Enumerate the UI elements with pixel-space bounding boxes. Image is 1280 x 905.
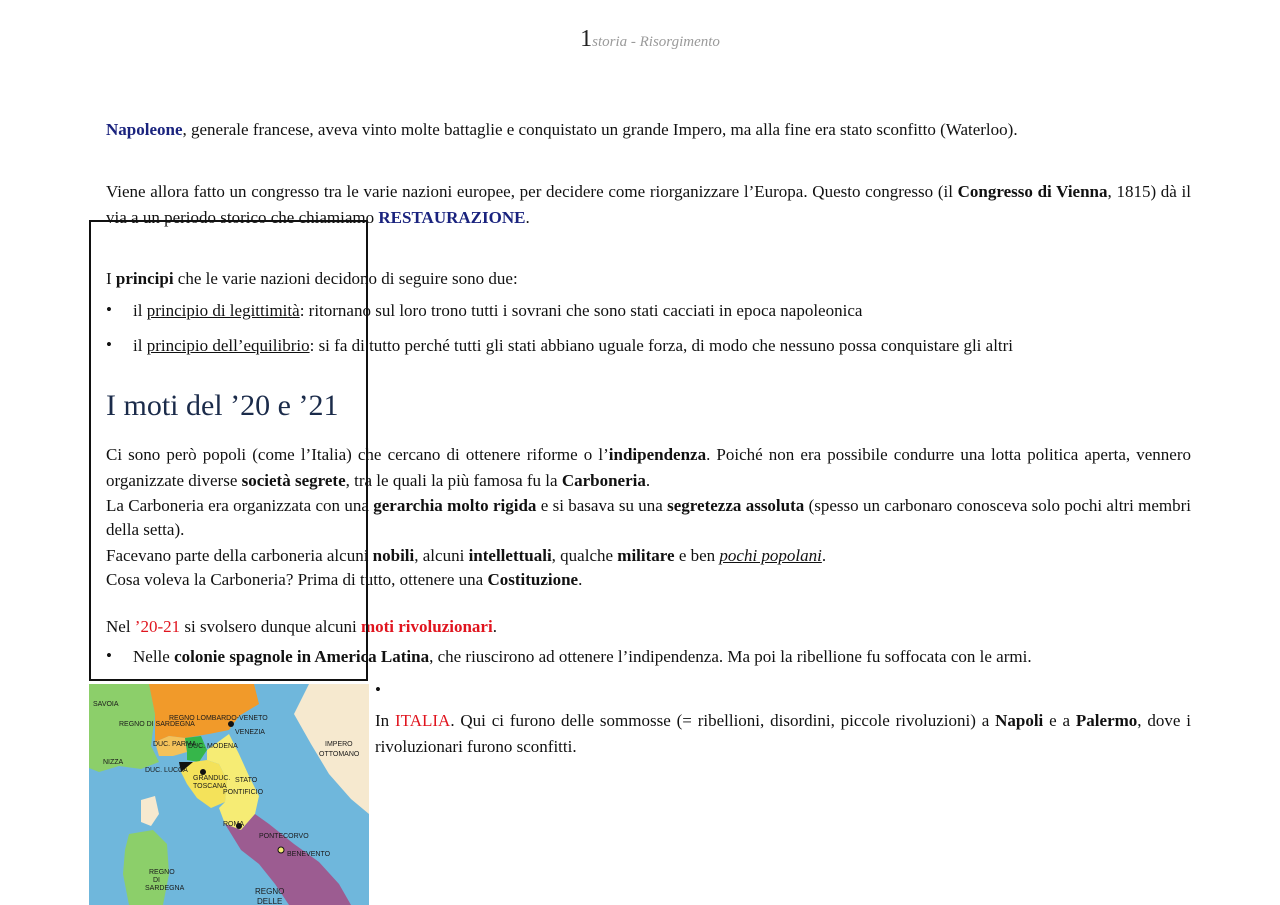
page-number: 1 [580,26,593,52]
italy-map [89,684,369,905]
bullet-icon: • [106,335,112,354]
map-label: IMPERO [325,741,353,748]
map-label: REGNO DI SARDEGNA [119,721,195,728]
napoli-term: Napoli [995,711,1044,730]
list-item-text: : ritornano sul loro trono tutti i sovrani che sono stati cacciati in epoca napoleonica [299,301,863,320]
paragraph-text: Nel [106,617,135,636]
principle-term: principio di legittimità [146,301,300,320]
list-item-prefix: In [375,711,396,730]
page-header [0,26,1280,53]
popolani-term: pochi popolani [719,546,822,565]
paragraph-text: . [525,208,530,227]
paragraph-text: Viene allora fatto un congresso tra le varie nazioni europee, per decidere come riorganizzare l’Europa. Questo congresso (il [106,182,958,201]
paragraph-text: . [578,570,583,589]
restaurazione-term: RESTAURAZIONE [378,208,526,227]
palermo-term: Palermo [1075,711,1138,730]
paragraph-text: . [645,471,651,490]
map-label: PONTECORVO [259,833,309,840]
years-term: ’20-21 [134,617,181,636]
principle-term: principio dell’equilibrio [146,336,310,355]
italia-term: ITALIA [395,711,451,730]
paragraph-text: . [492,617,497,636]
indipendenza-term: indipendenza [608,445,707,464]
moti-term: moti rivoluzionari [360,617,493,636]
map-label: REGNO LOMBARDO-VENETO [169,715,268,722]
carboneria-term: Carboneria [561,471,646,490]
map-label: GRANDUC. [193,775,231,782]
map-label: PONTIFICIO [223,789,264,796]
paragraph-text: I [106,269,116,288]
benevento-dot [278,847,284,853]
paragraph-text: che le varie nazioni decidono di seguire sono due: [173,269,518,288]
list-item-text: , che riuscirono ad ottenere l’indipendenza. Ma poi la ribellione fu soffocata con le armi. [429,647,1032,666]
bullet-icon: • [106,300,112,319]
list-item-prefix: il [133,301,147,320]
sardinia-kingdom-region [89,684,159,772]
costituzione-term: Costituzione [487,570,579,589]
paragraph-text: , qualche [551,546,618,565]
paragraph-text: , tra le quali la più famosa fu la [345,471,562,490]
congresso-term: Congresso di Vienna [957,182,1108,201]
section-title: I moti del ’20 e ’21 [106,389,339,422]
map-label: SAVOIA [93,701,119,708]
map-label: DUC. PARMA [153,741,197,748]
paragraph-text: Facevano parte della carboneria alcuni [106,546,373,565]
map-label: TOSCANA [193,783,227,790]
map-label: BENEVENTO [287,851,331,858]
paragraph-text: . Poiché non era possibile condurre una lotta politica aperta, vennero organizzate diverse [106,445,1191,490]
map-label: ROMA [223,821,244,828]
map-label: REGNO [149,869,175,876]
napoleone-term: Napoleone [106,120,183,139]
sardinia-island [123,830,169,905]
paragraph-text: La Carboneria era organizzata con una [106,496,374,515]
list-item-text: , dove i rivoluzionari furono sconfitti. [375,711,1191,756]
militare-term: militare [617,546,675,565]
gerarchia-term: gerarchia molto rigida [373,496,537,515]
map-label: OTTOMANO [319,751,360,758]
paragraph-text: Ci sono però popoli (come l’Italia) che cercano di ottenere riforme o l’ [106,445,609,464]
paragraph-text: Cosa voleva la Carboneria? Prima di tutto, ottenere una [106,570,488,589]
map-label: VENEZIA [235,729,265,736]
principi-term: principi [115,269,174,288]
paragraph-text: , generale francese, aveva vinto molte battaglie e conquistato un grande Impero, ma alla fine era stato sconfitto (Waterloo). [182,120,1018,139]
paragraph-text: e ben [674,546,720,565]
map-label: SARDEGNA [145,885,185,892]
paragraph-text: . [821,546,827,565]
nobili-term: nobili [372,546,415,565]
list-item-prefix: Nelle [133,647,175,666]
list-item-text: : si fa di tutto perché tutti gli stati abbiano uguale forza, di modo che nessuno possa conquistare gli altri [309,336,1014,355]
segretezza-term: segretezza assoluta [667,496,805,515]
image-frame [89,220,368,681]
list-item-text: e a [1043,711,1076,730]
header-subject: storia - Risorgimento [592,34,720,50]
map-label: STATO [235,777,258,784]
paragraph-text: , 1815) dà il via a un periodo storico che chiamiamo [106,182,1191,227]
map-label: DELLE [257,897,283,905]
paragraph-text: (spesso un carbonaro conosceva solo pochi altri membri della setta). [106,496,1191,539]
list-item-prefix: il [133,336,147,355]
paragraph-text: si svolsero dunque alcuni [180,617,361,636]
bullet-icon: • [375,680,381,699]
map-label: DUC. LUCCA [145,767,188,774]
intellettuali-term: intellettuali [468,546,552,565]
map-label: DUC. MODENA [188,743,238,750]
societa-segrete-term: società segrete [241,471,346,490]
paragraph-text: , alcuni [414,546,469,565]
map-label: REGNO [255,887,285,896]
list-item-text: . Qui ci furono delle sommosse (= ribellioni, disordini, piccole rivoluzioni) a [450,711,996,730]
paragraph-napoleone [106,117,1191,143]
map-label: DI [153,877,160,884]
list-item [375,708,1191,760]
colonie-term: colonie spagnole in America Latina [174,647,430,666]
map-label: NIZZA [103,759,124,766]
paragraph-text: e si basava su una [536,496,668,515]
bullet-icon: • [106,646,112,665]
